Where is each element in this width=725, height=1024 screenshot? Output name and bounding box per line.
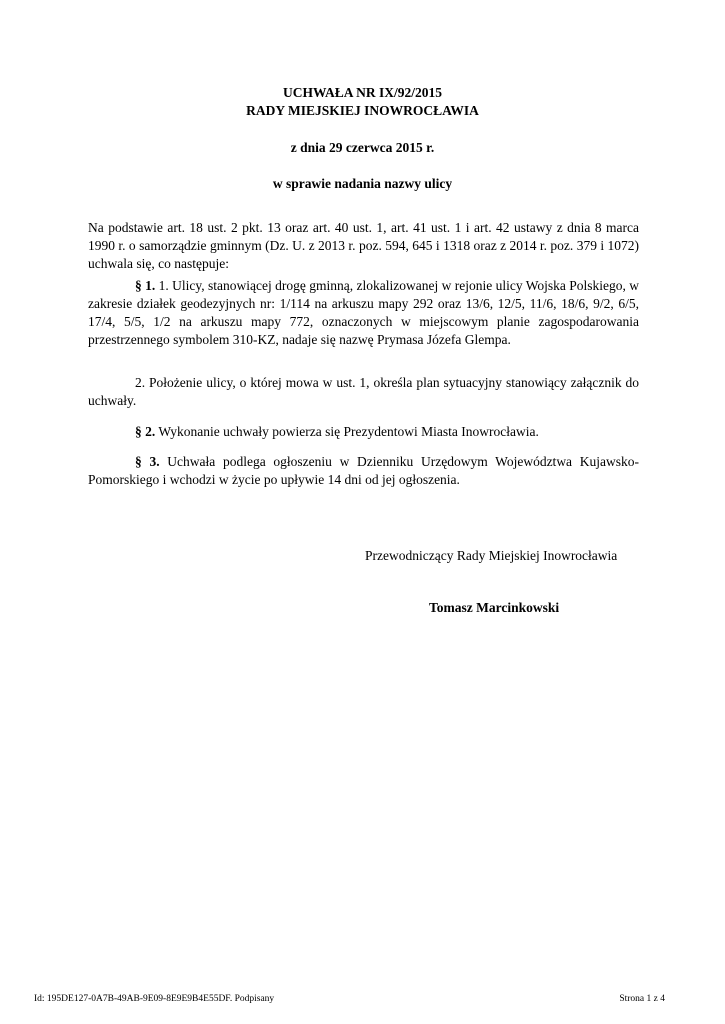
- council-name: RADY MIEJSKIEJ INOWROCŁAWIA: [246, 103, 479, 118]
- resolution-date: z dnia 29 czerwca 2015 r.: [290, 140, 435, 155]
- section-3-text: Uchwała podlega ogłoszeniu w Dzienniku Urzędowym Województwa Kujawsko-Pomorskiego i wchodzi w życie po upływie 14 dni od jej ogłoszenia.: [88, 454, 639, 487]
- signatory-name: Tomasz Marcinkowski: [429, 600, 560, 615]
- page-number-footer: Strona 1 z 4: [619, 994, 665, 1004]
- section-1-paragraph-1: [88, 277, 639, 349]
- section-2-marker: § 2.: [135, 424, 156, 439]
- section-3-marker: § 3.: [135, 454, 160, 469]
- section-2-paragraph: [88, 423, 639, 441]
- section-1-marker: § 1.: [135, 278, 156, 293]
- legal-basis-paragraph: Na podstawie art. 18 ust. 2 pkt. 13 oraz art. 40 ust. 1, art. 41 ust. 1 i art. 42 ustawy z dnia 8 marca 1990 r. o samorządzie gminnym (Dz. U. z 2013 r. poz. 594, 645 i 1318 oraz z 2014 r. poz. 379 i 1072) uchwala się, co następuje:: [88, 220, 639, 271]
- document-id-footer: Id: 195DE127-0A7B-49AB-9E09-8E9E9B4E55DF. Podpisany: [34, 994, 275, 1004]
- resolution-subject: w sprawie nadania nazwy ulicy: [272, 176, 453, 191]
- section-1-paragraph-1-text: 1. Ulicy, stanowiącej drogę gminną, zlokalizowanej w rejonie ulicy Wojska Polskiego, w zakresie działek geodezyjnych nr: 1/114 na arkuszu mapy 292 oraz 13/6, 12/5, 11/6, 18/6, 9/2, 6/5, 17/4, 5/5, 1/2 na arkuszu mapy 772, oznaczonych w miejscowym planie zagospodarowania przestrzennego symbolem 310-KZ, nadaje się nazwę Prymasa Józefa Glempa.: [88, 278, 639, 347]
- resolution-number: UCHWAŁA NR IX/92/2015: [282, 85, 442, 100]
- section-3-paragraph: [88, 453, 639, 489]
- section-2-text: Wykonanie uchwały powierza się Prezydentowi Miasta Inowrocławia.: [155, 424, 539, 439]
- section-1-paragraph-2: 2. Położenie ulicy, o której mowa w ust. 1, określa plan sytuacyjny stanowiący załącznik do uchwały.: [88, 375, 639, 408]
- signatory-role: Przewodniczący Rady Miejskiej Inowrocławia: [365, 548, 618, 563]
